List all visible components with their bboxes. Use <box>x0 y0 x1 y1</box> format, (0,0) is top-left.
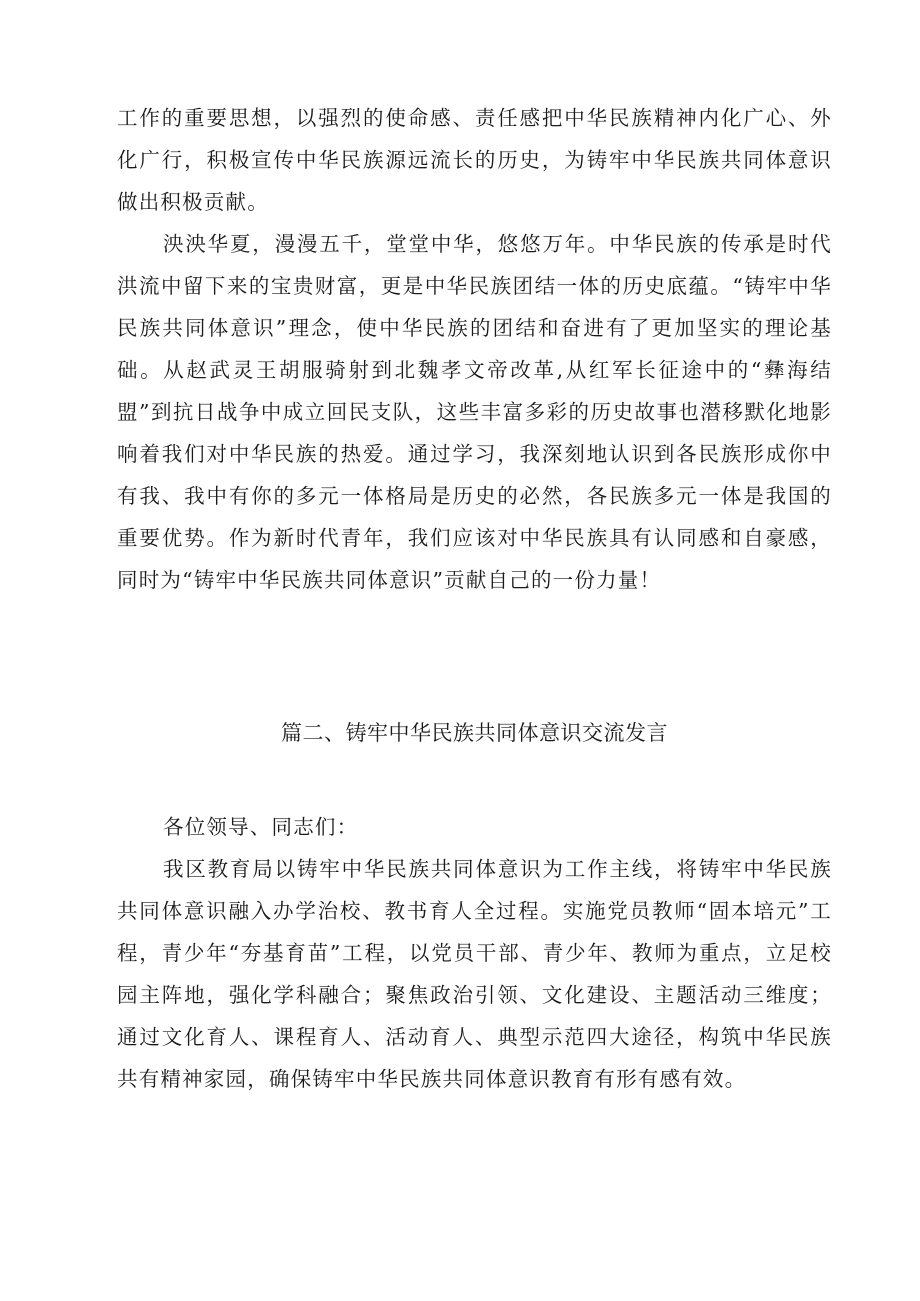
salutation-text: 各位领导、同志们： <box>163 815 359 839</box>
paragraph-text: 我区教育局以铸牢中华民族共同体意识为工作主线，将铸牢中华民族共同体意识融入办学治校、教书育人全过程。实施党员教师“固本培元”工程，青少年“夯基育苗”工程，以党员干部、青少年、教师为重点，立足校园主阵地，强化学科融合；聚焦政治引领、文化建设、主题活动三维度；通过文化育人、课程育人、活动育人、典型示范四大途径，构筑中华民族共有精神家园，确保铸牢中华民族共同体意识教育有形有感有效。 <box>117 857 832 1091</box>
body-paragraph <box>117 848 832 1100</box>
paragraph-text: 泱泱华夏，漫漫五千，堂堂中华，悠悠万年。中华民族的传承是时代洪流中留下来的宝贵财富，更是中华民族团结一体的历史底蕴。“铸牢中华民族共同体意识”理念，使中华民族的团结和奋进有了更加坚实的理论基础。从赵武灵王胡服骑射到北魏孝文帝改革,从红军长征途中的“彝海结盟”到抗日战争中成立回民支队，这些丰富多彩的历史故事也潜移默化地影响着我们对中华民族的热爱。通过学习，我深刻地认识到各民族形成你中有我、我中有你的多元一体格局是历史的必然，各民族多元一体是我国的重要优势。作为新时代青年，我们应该对中华民族具有认同感和自豪感，同时为“铸牢中华民族共同体意识”贡献自己的一份力量！ <box>117 232 832 592</box>
body-paragraph-continued <box>117 97 832 223</box>
salutation <box>117 806 832 848</box>
body-paragraph <box>117 223 832 601</box>
paragraph-text: 工作的重要思想，以强烈的使命感、责任感把中华民族精神内化广心、外化广行，积极宣传中华民族源远流长的历史，为铸牢中华民族共同体意识做出积极贡献。 <box>117 106 832 214</box>
section-heading: 篇二、铸牢中华民族共同体意识交流发言 <box>281 721 668 745</box>
